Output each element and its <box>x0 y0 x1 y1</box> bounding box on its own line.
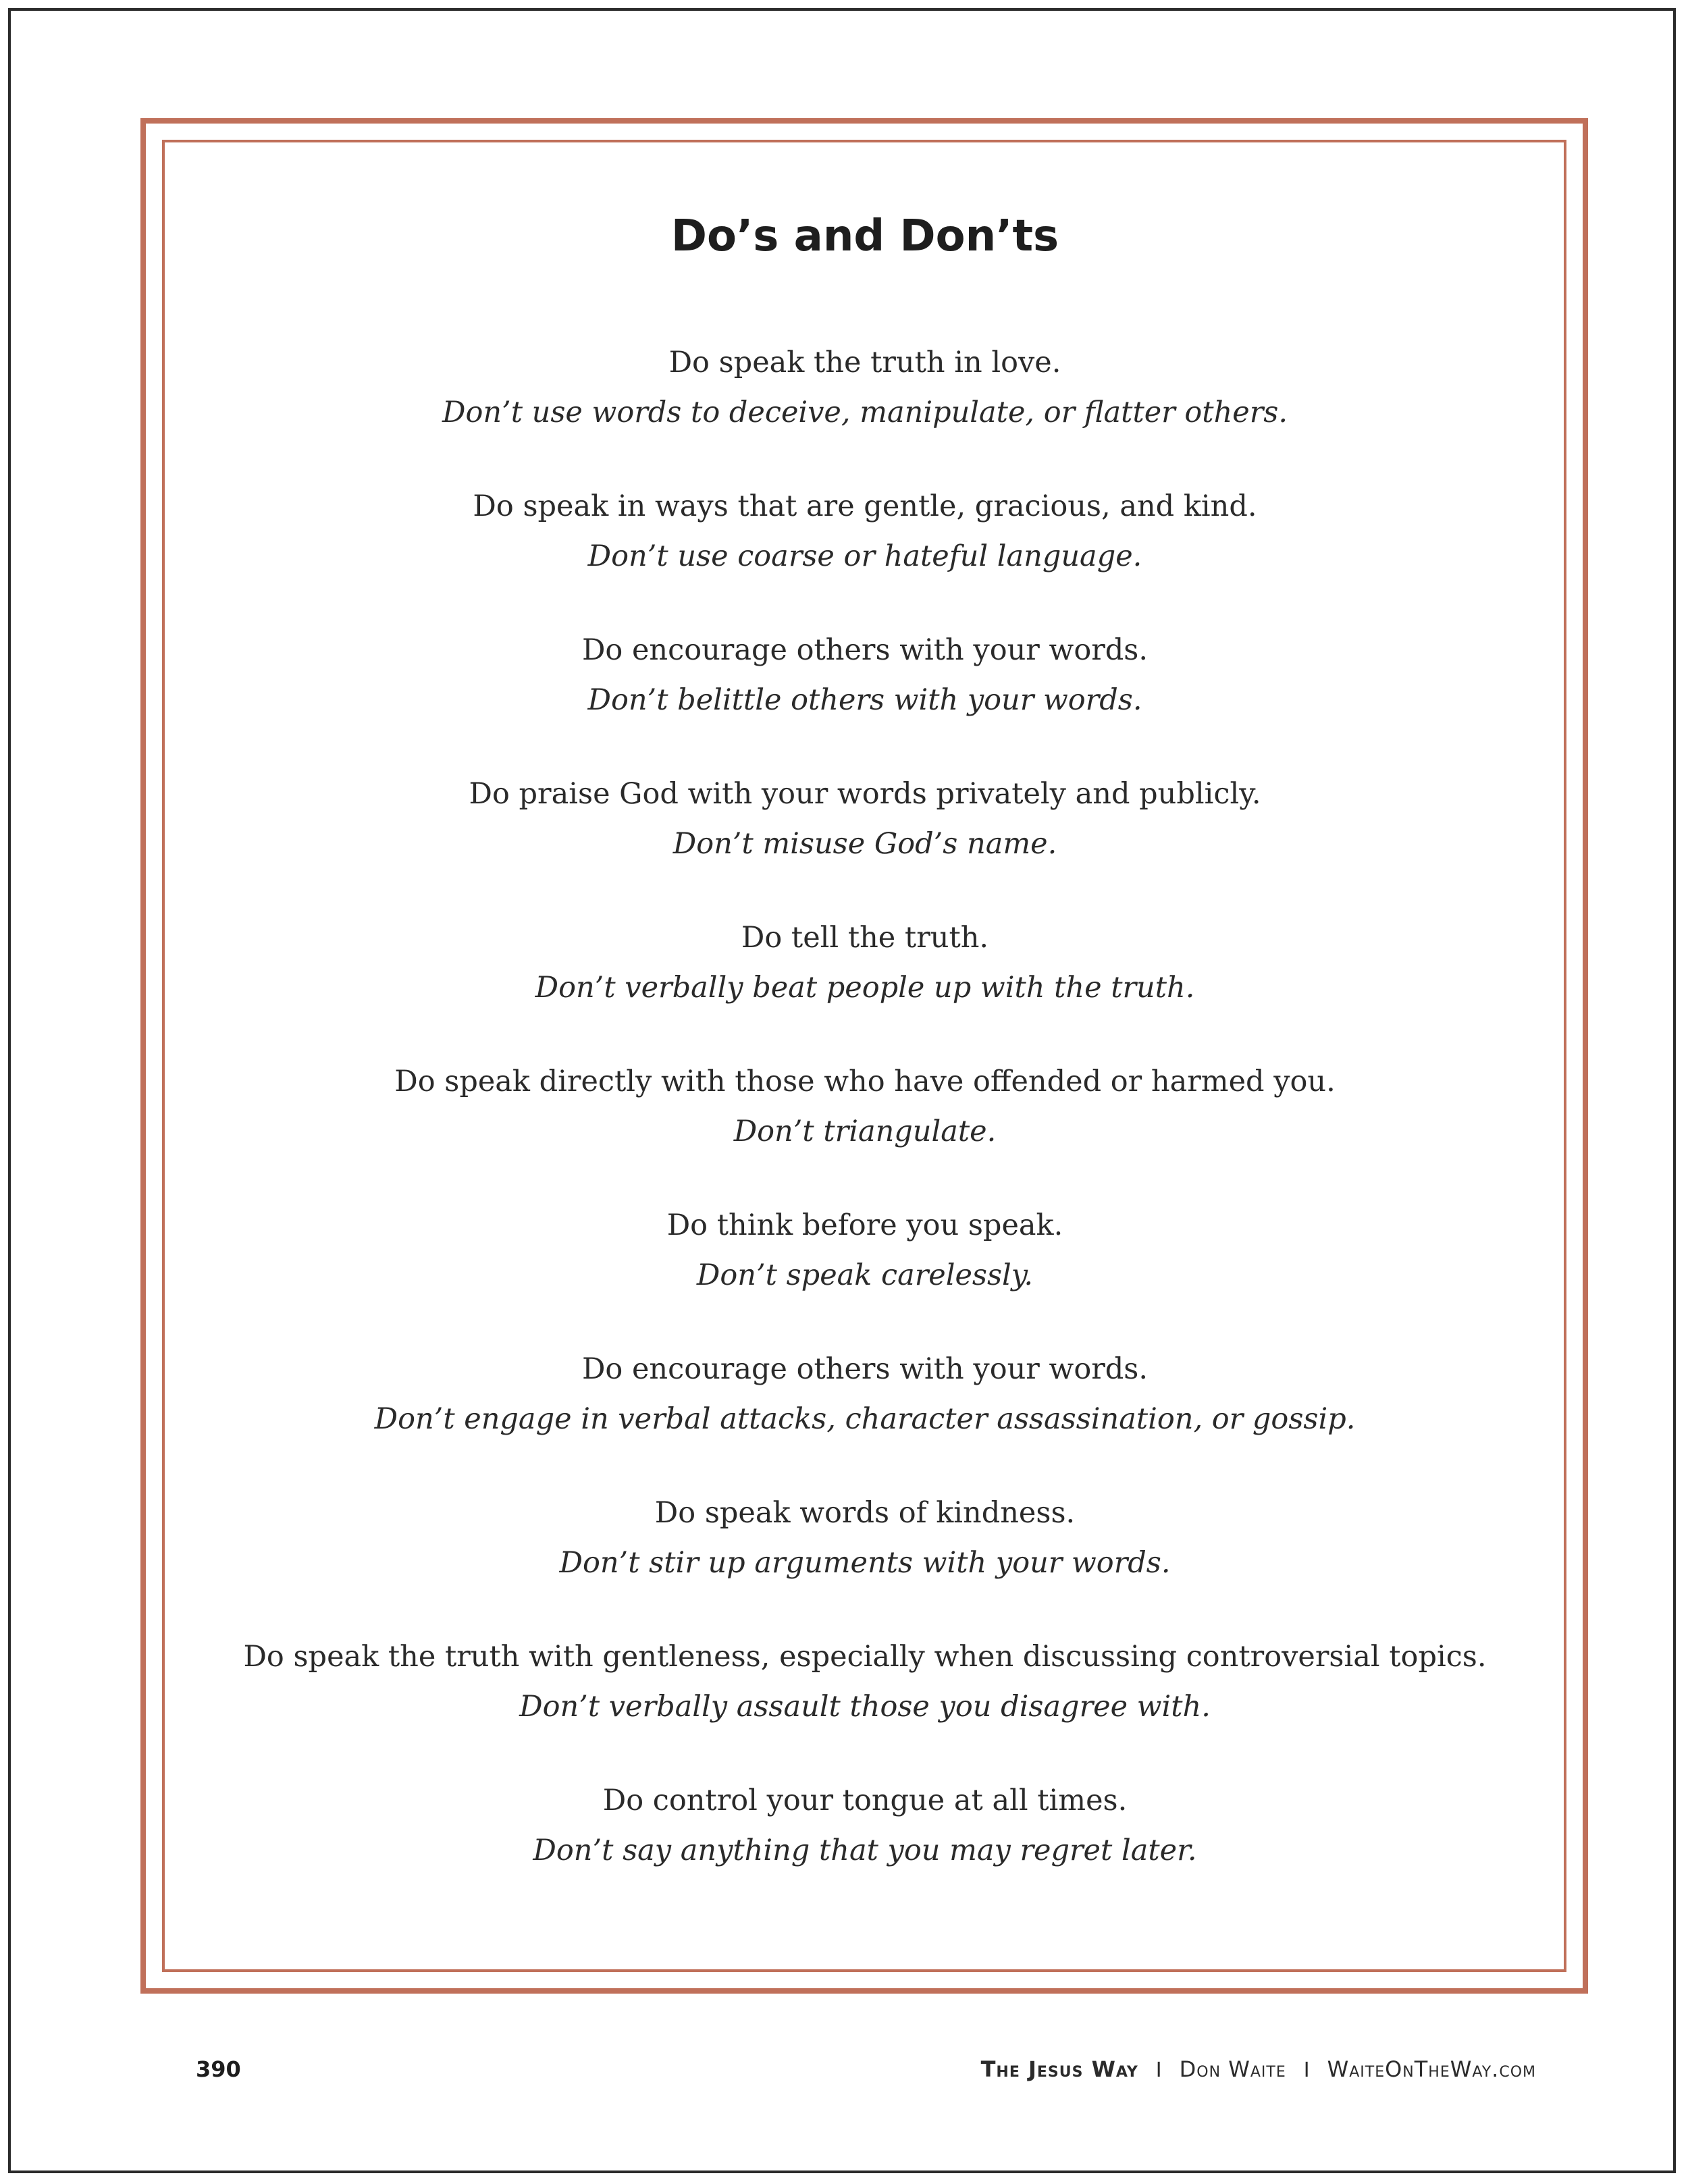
page-title: Do’s and Don’ts <box>670 211 1059 261</box>
page-number: 390 <box>196 2056 241 2082</box>
dont-statement: Don’t stir up arguments with your words. <box>559 1546 1171 1580</box>
do-statement: Do speak in ways that are gentle, gracious, and kind. <box>473 489 1257 523</box>
dont-statement: Don’t triangulate. <box>733 1115 997 1148</box>
dont-statement: Don’t misuse God’s name. <box>672 827 1057 861</box>
dont-statement: Don’t use words to deceive, manipulate, or flatter others. <box>442 396 1288 429</box>
list-item <box>0 625 1688 769</box>
do-statement: Do speak the truth in love. <box>668 346 1061 379</box>
list-item <box>0 1200 1688 1344</box>
running-footer <box>981 2050 1536 2089</box>
footer-separator: I <box>1155 2058 1162 2082</box>
dont-statement: Don’t belittle others with your words. <box>587 683 1142 717</box>
list-item <box>0 769 1688 913</box>
do-statement: Do think before you speak. <box>666 1208 1063 1242</box>
list-item <box>0 1776 1688 1919</box>
dont-statement: Don’t use coarse or hateful language. <box>587 539 1142 573</box>
list-item <box>0 1057 1688 1200</box>
footer-website: WaiteOnTheWay.com <box>1327 2056 1536 2082</box>
list-item <box>0 481 1688 625</box>
footer-author: Don Waite <box>1179 2056 1286 2082</box>
dont-statement: Don’t verbally assault those you disagree with. <box>519 1690 1211 1724</box>
footer-separator: I <box>1303 2058 1310 2082</box>
dont-statement: Don’t speak carelessly. <box>696 1258 1034 1292</box>
do-statement: Do praise God with your words privately and publicly. <box>469 777 1261 811</box>
do-statement: Do encourage others with your words. <box>581 633 1149 667</box>
do-statement: Do speak words of kindness. <box>654 1496 1076 1530</box>
do-statement: Do speak the truth with gentleness, especially when discussing controversial topics. <box>243 1640 1487 1674</box>
do-statement: Do speak directly with those who have offended or harmed you. <box>394 1065 1336 1098</box>
list-item <box>0 338 1688 481</box>
do-statement: Do encourage others with your words. <box>581 1352 1149 1386</box>
list-item <box>0 1344 1688 1488</box>
dont-statement: Don’t say anything that you may regret later. <box>533 1834 1197 1867</box>
footer-book-title: The Jesus Way <box>980 2056 1138 2082</box>
dos-and-donts-list <box>0 338 1688 1919</box>
list-item <box>0 1632 1688 1776</box>
dont-statement: Don’t verbally beat people up with the truth. <box>535 971 1195 1005</box>
do-statement: Do tell the truth. <box>741 921 989 955</box>
dont-statement: Don’t engage in verbal attacks, character assassination, or gossip. <box>374 1402 1356 1436</box>
do-statement: Do control your tongue at all times. <box>602 1784 1128 1817</box>
list-item <box>0 1488 1688 1632</box>
list-item <box>0 913 1688 1057</box>
